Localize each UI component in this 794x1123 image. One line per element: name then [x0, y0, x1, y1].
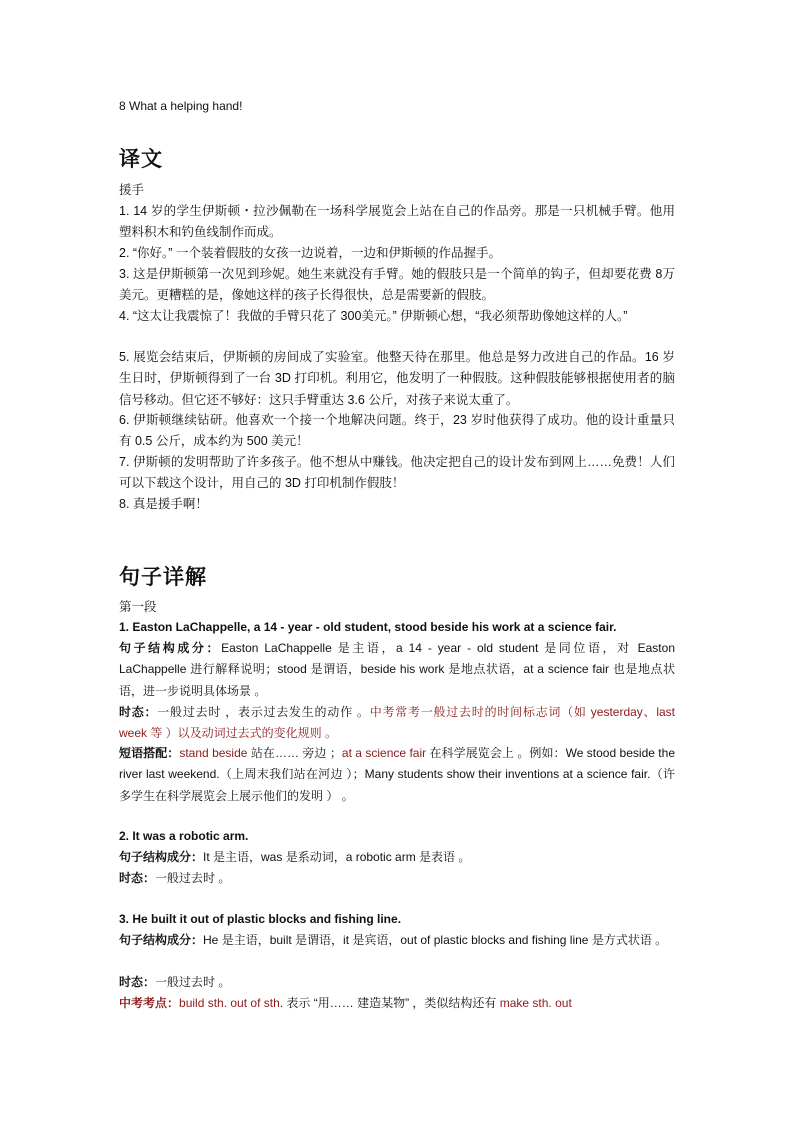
sentence-3-structure: [119, 930, 675, 951]
tense-label: 时态：: [119, 975, 156, 989]
structure-label: 句子结构成分：: [119, 933, 204, 947]
translation-paragraph-4: 4. “这太让我震惊了！我做的手臂只花了 300美元。” 伊斯顿心想，“我必须帮助像她这样的人。”: [119, 309, 628, 323]
structure-text: It 是主语，was 是系动词，a robotic arm 是表语 。: [203, 850, 471, 864]
exam-text: 表示 “用…… 建造某物” ，类似结构还有: [283, 996, 500, 1010]
sentence-2-tense: [119, 868, 675, 889]
analysis-heading: 句子详解: [119, 566, 207, 589]
sentence-1: 1. Easton LaChappelle, a 14 - year - old student, stood beside his work at a science fair.: [119, 620, 617, 634]
translation-paragraph-8: 8. 真是援手啊！: [119, 497, 208, 511]
translation-paragraph-7: 7. 伊斯顿的发明帮助了许多孩子。他不想从中赚钱。他决定把自己的设计发布到网上……免费！人们可以下载这个设计，用自己的 3D 打印机制作假肢！: [119, 455, 675, 491]
structure-text: Easton LaChappelle 是主语，a 14 - year - old student 是同位语，对 Easton LaChappelle 进行解释说明；stood 是谓语，beside his work 是地点状语，at a science fair 也是地点状语，进一步说明具体场景 。: [119, 641, 675, 698]
tense-text: 一般过去时 。: [155, 871, 231, 885]
sentence-2-structure: [119, 847, 675, 868]
exam-phrase-build: build sth. out of sth.: [179, 996, 284, 1010]
translation-heading: 译文: [119, 148, 163, 171]
structure-label: 句子结构成分：: [119, 641, 222, 655]
translation-subtitle: 援手: [119, 183, 145, 197]
sentence-3-exam-point: [119, 993, 675, 1014]
translation-paragraph-5: 5. 展览会结束后，伊斯顿的房间成了实验室。他整天待在那里。他总是努力改进自己的作品。16 岁生日时，伊斯顿得到了一台 3D 打印机。利用它，他发明了一种假肢。这种假肢能够根据使用者的脑信号移动。但它还不够好：这只手臂重达 3.6 公斤，对孩子来说太重了。: [119, 350, 675, 407]
section-label: 第一段: [119, 600, 157, 614]
exam-label: 中考考点：: [119, 996, 180, 1010]
translation-paragraph-1: 1. 14 岁的学生伊斯顿・拉沙佩勒在一场科学展览会上站在自己的作品旁。那是一只机械手臂。他用塑料积木和钓鱼线制作而成。: [119, 204, 675, 240]
tense-exam-note: 中考常考一般过去时的时间标志词（如 yesterday、last week 等 ）以及动词过去式的变化规则 。: [119, 705, 675, 741]
tense-text: 一般过去时 ，表示过去发生的动作 。: [157, 705, 370, 719]
sentence-2: 2. It was a robotic arm.: [119, 829, 249, 843]
sentence-3-tense: [119, 972, 675, 993]
sentence-1-tense: [119, 702, 675, 745]
phrase-text-2: 在科学展览会上 。例如：We stood beside the river last weekend.（上周末我们站在河边 ）；Many students show their inventions at a science fair.（许多学生在科学展览会上展示他们的发明 ） 。: [119, 746, 675, 803]
tense-label: 时态：: [119, 705, 158, 719]
translation-paragraph-3: 3. 这是伊斯顿第一次见到珍妮。她生来就没有手臂。她的假肢只是一个简单的钩子，但却要花费 8万美元。更糟糕的是，像她这样的孩子长得很快，总是需要新的假肢。: [119, 267, 675, 303]
exam-phrase-make: make sth. out: [499, 996, 572, 1010]
sentence-3: 3. He built it out of plastic blocks and fishing line.: [119, 912, 402, 926]
sentence-1-structure: [119, 638, 675, 702]
structure-text: He 是主语，built 是谓语，it 是宾语，out of plastic blocks and fishing line 是方式状语 。: [203, 933, 668, 947]
translation-paragraph-2: 2. “你好。” 一个装着假肢的女孩一边说着，一边和伊斯顿的作品握手。: [119, 246, 501, 260]
phrase-text-1: 站在…… 旁边 ；: [247, 746, 342, 760]
sentence-1-phrases: [119, 743, 675, 807]
tense-label: 时态：: [119, 871, 156, 885]
phrase-label: 短语搭配：: [119, 746, 180, 760]
translation-paragraph-6: 6. 伊斯顿继续钻研。他喜欢一个接一个地解决问题。终于，23 岁时他获得了成功。他的设计重量只有 0.5 公斤，成本约为 500 美元！: [119, 413, 675, 449]
structure-label: 句子结构成分：: [119, 850, 204, 864]
tense-text: 一般过去时 。: [155, 975, 231, 989]
phrase-stand-beside: stand beside: [179, 746, 248, 760]
phrase-at-science-fair: at a science fair: [341, 746, 427, 760]
lesson-title: 8 What a helping hand!: [119, 99, 243, 113]
